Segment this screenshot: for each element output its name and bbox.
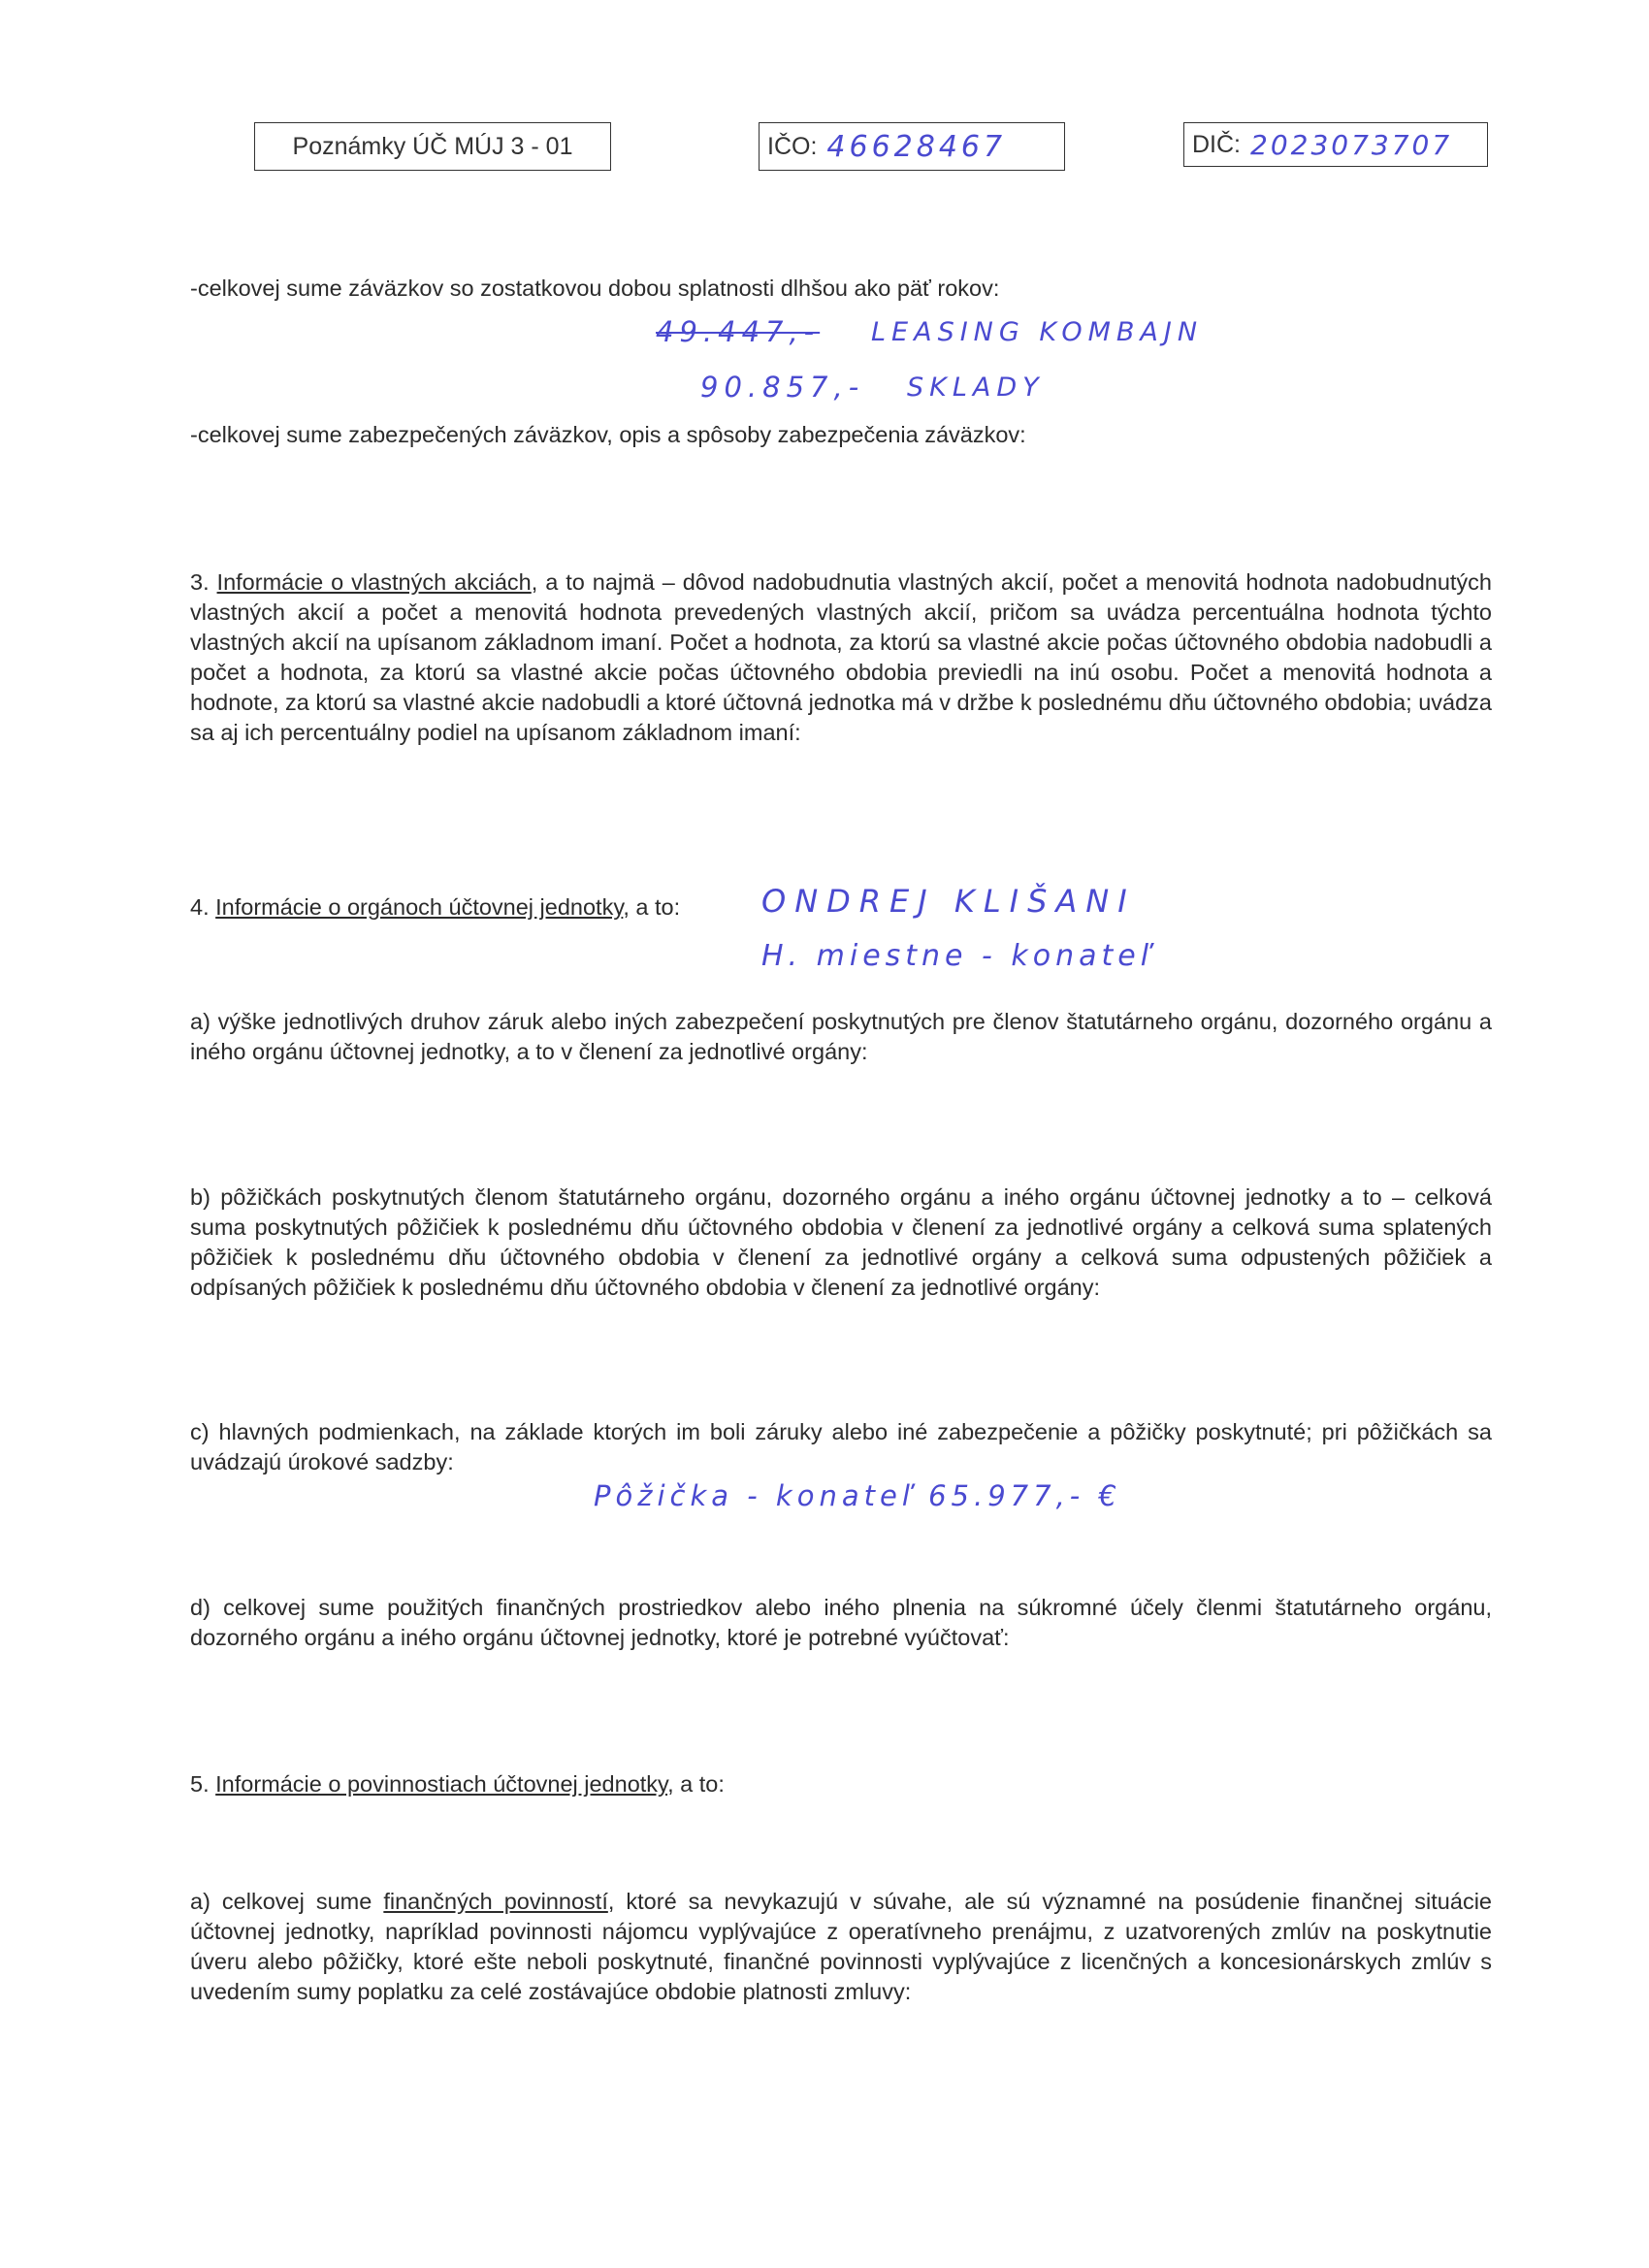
handwritten-loan: Pôžička - konateľ 65.977,- € <box>594 1479 1121 1512</box>
section-5-number: 5. <box>190 1771 210 1797</box>
handwritten-amount-2: 90.857,- <box>700 371 865 404</box>
handwritten-name: ONDREJ KLIŠANI <box>761 883 1136 920</box>
section-4a: a) výške jednotlivých druhov záruk alebo iných zabezpečení poskytnutých pre členov štatutárneho orgánu, dozorného orgánu a iného orgánu účtovnej jednotky, a to v členení za jednotlivé orgány: <box>190 1009 1492 1064</box>
form-label-box <box>254 122 611 171</box>
section-4-suffix: , a to: <box>623 894 681 920</box>
section-4d: d) celkovej sume použitých finančných prostriedkov alebo iného plnenia na súkromné účely členmi štatutárneho orgánu, dozorného orgánu a iného orgánu účtovnej jednotky, ktoré je potrebné vyúčtovať: <box>190 1595 1492 1650</box>
section-5-suffix: , a to: <box>667 1771 725 1797</box>
handwritten-note-1: LEASING KOMBAJN <box>871 317 1204 347</box>
section-5a-prefix: a) celkovej sume <box>190 1889 384 1914</box>
secured-liabilities-text: -celkovej sume zabezpečených záväzkov, opis a spôsoby zabezpečenia záväzkov: <box>190 422 1026 447</box>
ico-label: IČO: <box>767 132 818 160</box>
section-4c: c) hlavných podmienkach, na základe ktorých im boli záruky alebo iné zabezpečenie a pôžičky poskytnuté; pri pôžičkách sa uvádzajú úrokové sadzby: <box>190 1419 1492 1474</box>
dic-label: DIČ: <box>1192 130 1241 158</box>
section-4b: b) pôžičkách poskytnutých členom štatutárneho orgánu, dozorného orgánu a iného orgánu účtovnej jednotky a to – celková suma poskytnutých pôžičiek k poslednému dňu účtovného obdobia v členení za jednotlivé orgány a celková suma splatených pôžičiek k poslednému dňu účtovného obdobia v členení za jednotlivé orgány a celková suma odpustených pôžičiek a odpísaných pôžičiek k poslednému dňu účtovného obdobia v členení za jednotlivé orgány: <box>190 1184 1492 1300</box>
ico-box <box>759 122 1065 171</box>
section-3 <box>190 567 1492 748</box>
section-5a <box>190 1887 1492 2007</box>
section-4-title: Informácie o orgánoch účtovnej jednotky <box>215 894 624 920</box>
dic-box <box>1183 122 1488 167</box>
handwritten-note-2: SKLADY <box>907 373 1045 403</box>
section-5a-link: finančných povinností <box>383 1889 608 1914</box>
section-5a-body: , ktoré sa nevykazujú v súvahe, ale sú významné na posúdenie finančnej situácie účtovnej jednotky, napríklad povinnosti nájomcu vyplývajúce z operatívneho prenájmu, z uzatvorených zmlúv na poskytnutie úveru alebo pôžičky, ktoré ešte neboli poskytnuté, finančné povinnosti vyplývajúce z licenčných a koncesionárskych zmlúv s uvedením sumy poplatku za celé zostávajúce obdobie platnosti zmluvy: <box>190 1889 1492 2004</box>
handwritten-amount-1: 49.447,- <box>656 315 821 348</box>
section-3-title: Informácie o vlastných akciách <box>216 569 532 595</box>
section-5-title: Informácie o povinnostiach účtovnej jednotky <box>215 1771 668 1797</box>
dic-value: 2023073707 <box>1250 128 1453 161</box>
section-3-number: 3. <box>190 569 210 595</box>
section-5-heading <box>190 1769 1492 1799</box>
ico-value: 46628467 <box>826 129 1007 164</box>
long-liabilities-text: -celkovej sume záväzkov so zostatkovou dobou splatnosti dlhšou ako päť rokov: <box>190 275 1000 301</box>
form-label: Poznámky ÚČ MÚJ 3 - 01 <box>292 132 573 160</box>
handwritten-role: H. miestne - konateľ <box>761 939 1154 973</box>
section-4-number: 4. <box>190 894 210 920</box>
section-3-body: , a to najmä – dôvod nadobudnutia vlastných akcií, počet a menovitá hodnota nadobudnutých vlastných akcií a počet a menovitá hodnota prevedených vlastných akcií, pričom sa uvádza percentuálna hodnota týchto vlastných akcií na upísanom základnom imaní. Počet a hodnota, za ktorú sa vlastné akcie počas účtovného obdobia nadobudli a počet a hodnota, za ktorú sa vlastné akcie počas účtovného obdobia previedli na inú osobu. Počet a menovitá hodnota a hodnote, za ktorú sa vlastné akcie nadobudli a ktoré účtovná jednotka má v držbe k poslednému dňu účtovného obdobia; uvádza sa aj ich percentuálny podiel na upísanom základnom imaní: <box>190 569 1493 745</box>
